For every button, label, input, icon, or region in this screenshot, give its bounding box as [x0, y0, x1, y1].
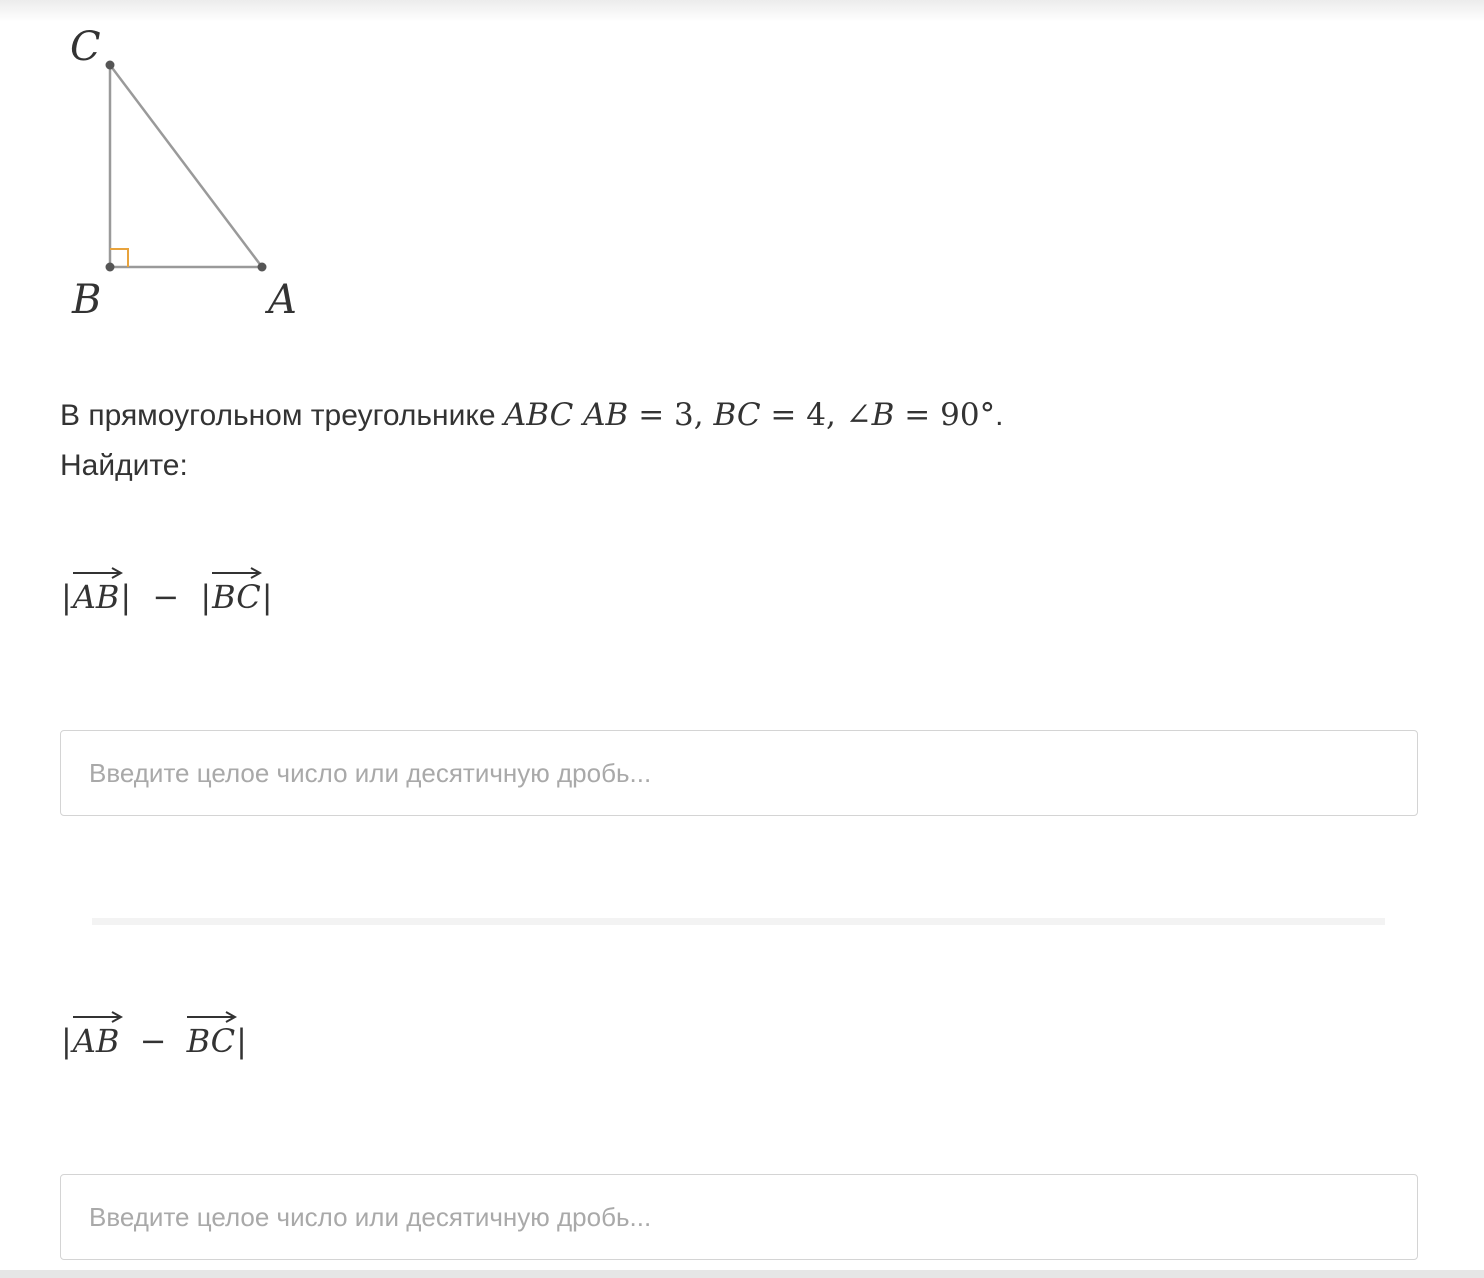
divider	[92, 918, 1385, 925]
label-c: C	[70, 24, 101, 70]
abs-bar: |	[61, 1022, 72, 1060]
abs-bar: |	[120, 578, 132, 616]
problem-statement	[60, 390, 1440, 491]
vector-arrow-icon	[73, 566, 123, 580]
angle-icon: ∠	[845, 397, 872, 433]
triangle-name: ABC	[503, 397, 574, 433]
segment-bc: BC	[713, 397, 761, 433]
question-1-expression	[60, 578, 274, 616]
period: .	[995, 399, 1004, 432]
bottom-edge	[0, 1270, 1484, 1278]
vector-bc-label: BC	[212, 578, 261, 616]
vector-arrow-icon	[212, 566, 262, 580]
point-c	[106, 61, 115, 70]
vector-arrow-icon	[73, 1010, 123, 1024]
point-b	[106, 263, 115, 272]
find-label: Найдите:	[60, 449, 188, 482]
question-2-expression	[60, 1022, 248, 1060]
angle-vertex: B	[871, 397, 895, 433]
abs-bar: |	[261, 578, 273, 616]
label-a: A	[268, 277, 297, 323]
value-ab: = 3,	[638, 397, 704, 433]
triangle-figure	[50, 20, 330, 330]
vector-ab-label: AB	[72, 1022, 120, 1060]
vector-bc-label: BC	[186, 1022, 236, 1060]
abs-bar: |	[200, 578, 212, 616]
edge-ca	[110, 65, 262, 267]
top-shadow	[0, 0, 1484, 22]
label-b: B	[72, 277, 102, 323]
problem-math	[504, 397, 995, 433]
abs-bar: |	[61, 578, 72, 616]
vector-ab-label: AB	[72, 578, 120, 616]
problem-text: В прямоугольном треугольнике	[60, 399, 496, 432]
answer-input-1[interactable]	[60, 730, 1418, 816]
value-bc: = 4,	[770, 397, 836, 433]
minus-sign: −	[139, 1022, 167, 1060]
minus-sign: −	[152, 578, 180, 616]
angle-value: = 90°	[904, 397, 996, 433]
vector-ab	[73, 578, 120, 616]
vector-arrow-icon	[187, 1010, 237, 1024]
answer-input-2[interactable]	[60, 1174, 1418, 1260]
vector-bc	[187, 1022, 236, 1060]
point-a	[258, 263, 267, 272]
vector-bc	[212, 578, 261, 616]
abs-bar: |	[236, 1022, 247, 1060]
segment-ab: AB	[583, 397, 629, 433]
problem-line	[60, 390, 1440, 441]
vector-ab	[73, 1022, 120, 1060]
